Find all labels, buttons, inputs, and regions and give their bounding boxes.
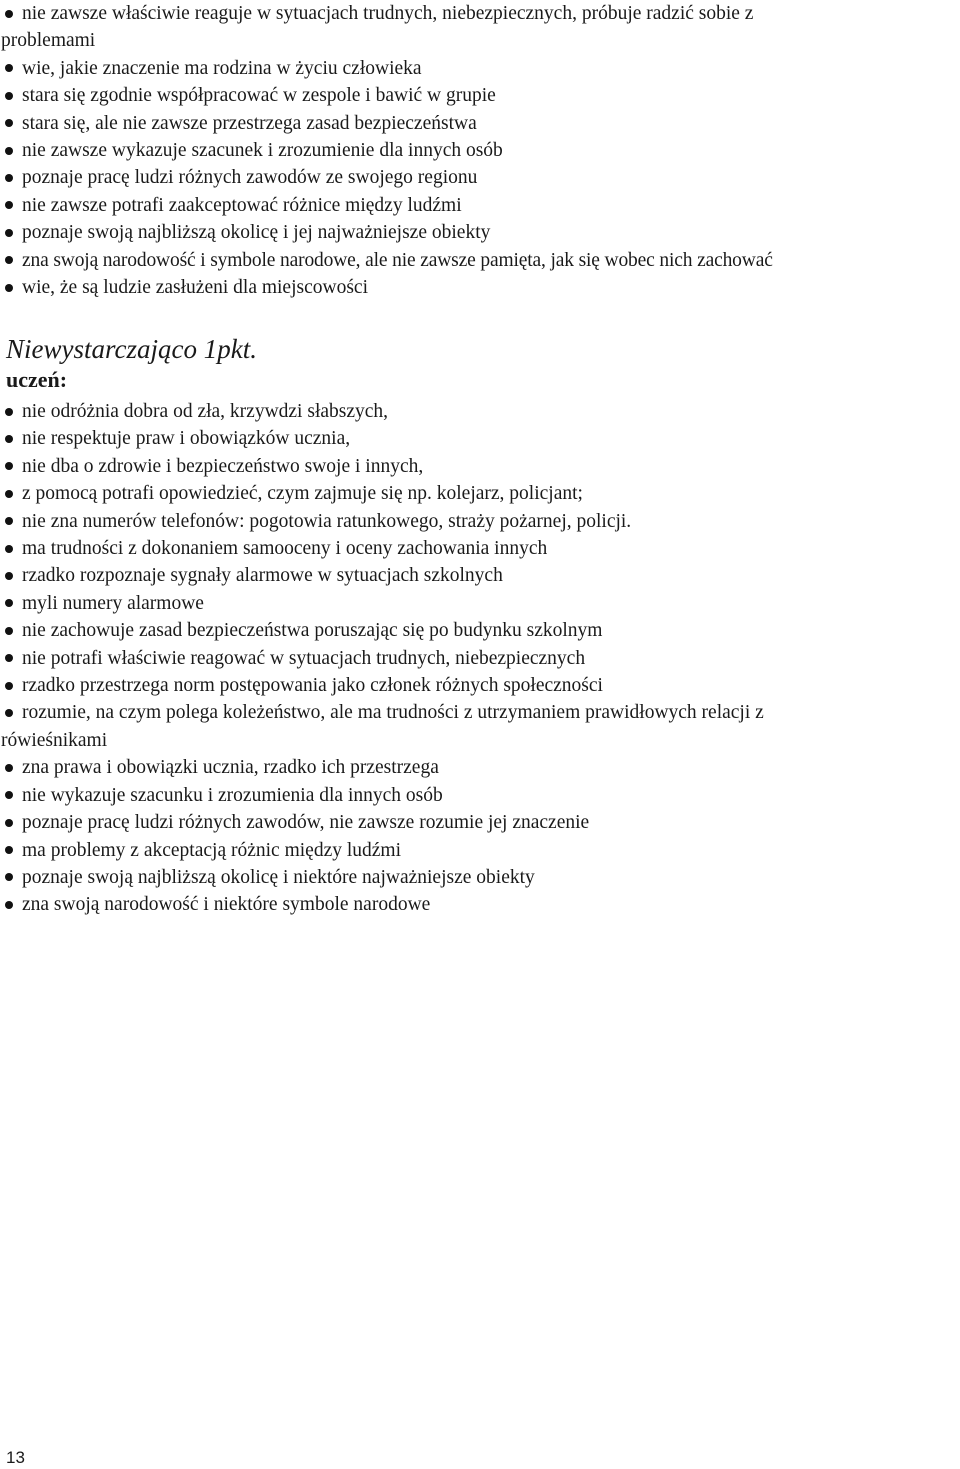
bullet-icon bbox=[5, 654, 13, 662]
list-item: rozumie, na czym polega koleżeństwo, ale ma trudności z utrzymaniem prawidłowych relacji z rówieśnikami bbox=[1, 699, 959, 754]
section-heading: Niewystarczająco 1pkt. bbox=[6, 334, 257, 364]
list-item: stara się zgodnie współpracować w zespole i bawić w grupie bbox=[1, 82, 959, 109]
bullet-icon bbox=[5, 229, 13, 237]
bullet-icon bbox=[5, 599, 13, 607]
bullet-icon bbox=[5, 791, 13, 799]
list-item: poznaje pracę ludzi różnych zawodów ze swojego regionu bbox=[1, 164, 959, 191]
bullet-icon bbox=[5, 490, 13, 498]
bullet-icon bbox=[5, 545, 13, 553]
list-item-continuation: rówieśnikami bbox=[1, 729, 108, 751]
list-item: ma trudności z dokonaniem samooceny i oceny zachowania innych bbox=[1, 535, 959, 562]
bullet-icon bbox=[5, 682, 13, 690]
bullet-icon bbox=[5, 462, 13, 470]
criteria-list-bottom bbox=[1, 398, 959, 919]
list-item: zna swoją narodowość i symbole narodowe, ale nie zawsze pamięta, jak się wobec nich zachować bbox=[1, 247, 959, 274]
bullet-icon bbox=[5, 64, 13, 72]
bullet-icon bbox=[5, 572, 13, 580]
bullet-icon bbox=[5, 256, 13, 264]
list-item: wie, że są ludzie zasłużeni dla miejscowości bbox=[1, 274, 959, 301]
bullet-icon bbox=[5, 435, 13, 443]
bullet-icon bbox=[5, 709, 13, 717]
bullet-icon bbox=[5, 408, 13, 416]
bullet-icon bbox=[5, 119, 13, 127]
list-item: nie zachowuje zasad bezpieczeństwa poruszając się po budynku szkolnym bbox=[1, 617, 959, 644]
bullet-icon bbox=[5, 819, 13, 827]
list-item: nie dba o zdrowie i bezpieczeństwo swoje i innych, bbox=[1, 453, 959, 480]
bullet-icon bbox=[5, 517, 13, 525]
bullet-icon bbox=[5, 201, 13, 209]
list-item: nie respektuje praw i obowiązków ucznia, bbox=[1, 425, 959, 452]
list-item: poznaje swoją najbliższą okolicę i jej najważniejsze obiekty bbox=[1, 219, 959, 246]
list-item: nie zawsze właściwie reaguje w sytuacjach trudnych, niebezpiecznych, próbuje radzić sobie z problemami bbox=[1, 0, 959, 55]
bullet-icon bbox=[5, 846, 13, 854]
list-item: nie zawsze potrafi zaakceptować różnice między ludźmi bbox=[1, 192, 959, 219]
list-item: wie, jakie znaczenie ma rodzina w życiu człowieka bbox=[1, 55, 959, 82]
bullet-icon bbox=[5, 901, 13, 909]
list-item: nie zawsze wykazuje szacunek i zrozumienie dla innych osób bbox=[1, 137, 959, 164]
list-item: nie potrafi właściwie reagować w sytuacjach trudnych, niebezpiecznych bbox=[1, 645, 959, 672]
list-item: nie wykazuje szacunku i zrozumienia dla innych osób bbox=[1, 782, 959, 809]
list-item: zna swoją narodowość i niektóre symbole narodowe bbox=[1, 891, 959, 918]
list-item: poznaje swoją najbliższą okolicę i niektóre najważniejsze obiekty bbox=[1, 864, 959, 891]
bullet-icon bbox=[5, 284, 13, 292]
subject-label: uczeń: bbox=[6, 367, 68, 392]
list-item: z pomocą potrafi opowiedzieć, czym zajmuje się np. kolejarz, policjant; bbox=[1, 480, 959, 507]
list-item: myli numery alarmowe bbox=[1, 590, 959, 617]
criteria-list-top bbox=[1, 0, 959, 301]
list-item: nie zna numerów telefonów: pogotowia ratunkowego, straży pożarnej, policji. bbox=[1, 508, 959, 535]
list-item: ma problemy z akceptacją różnic między ludźmi bbox=[1, 837, 959, 864]
list-item: rzadko rozpoznaje sygnały alarmowe w sytuacjach szkolnych bbox=[1, 562, 959, 589]
page-number: 13 bbox=[6, 1448, 25, 1467]
bullet-icon bbox=[5, 174, 13, 182]
list-item: poznaje pracę ludzi różnych zawodów, nie zawsze rozumie jej znaczenie bbox=[1, 809, 959, 836]
bullet-icon bbox=[5, 92, 13, 100]
list-item: zna prawa i obowiązki ucznia, rzadko ich przestrzega bbox=[1, 754, 959, 781]
bullet-icon bbox=[5, 873, 13, 881]
list-item: stara się, ale nie zawsze przestrzega zasad bezpieczeństwa bbox=[1, 110, 959, 137]
bullet-icon bbox=[5, 147, 13, 155]
bullet-icon bbox=[5, 627, 13, 635]
list-item: nie odróżnia dobra od zła, krzywdzi słabszych, bbox=[1, 398, 959, 425]
bullet-icon bbox=[5, 764, 13, 772]
list-item: rzadko przestrzega norm postępowania jako członek różnych społeczności bbox=[1, 672, 959, 699]
bullet-icon bbox=[5, 10, 13, 18]
list-item-continuation: problemami bbox=[1, 30, 96, 52]
